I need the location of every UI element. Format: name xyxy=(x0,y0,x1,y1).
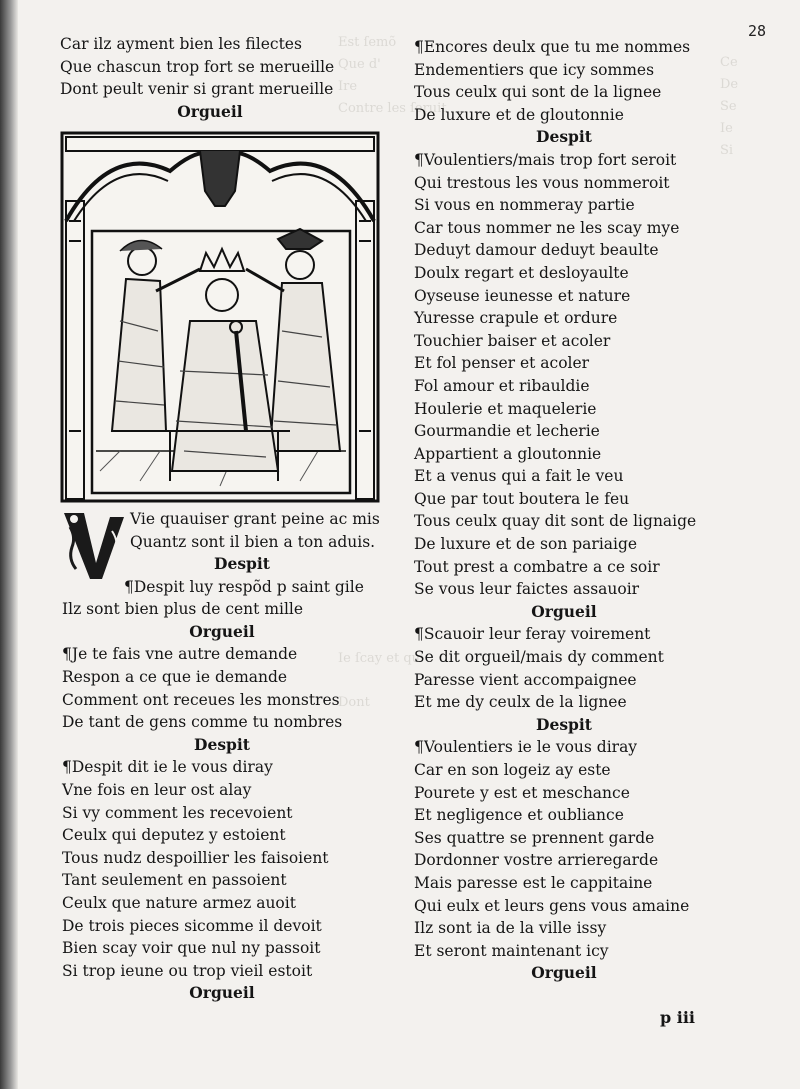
verse-line: ¶Encores deulx que tu me nommes xyxy=(414,38,691,56)
verse-line: Ilz sont ia de la ville issy xyxy=(414,919,607,938)
verse-line: Ceulx qui deputez y estoient xyxy=(62,826,286,845)
verse-line: ¶Je te fais vne autre demande xyxy=(62,645,298,664)
verse-line: Que par tout boutera le feu xyxy=(414,489,630,508)
verse-line: Bien scay voir que nul ny passoit xyxy=(62,939,321,958)
verse-line: Ceulx que nature armez auoit xyxy=(62,893,296,912)
verse-line: Dordonner vostre arrieregarde xyxy=(414,851,659,870)
verse-line: Oyseuse ieunesse et nature xyxy=(414,286,631,305)
verse-line: Doulx regart et desloyaulte xyxy=(414,263,629,282)
speaker-heading: Orgueil xyxy=(189,983,255,1003)
verse-line: Tous ceulx quay dit sont de lignaige xyxy=(414,512,697,531)
verse-line: Appartient a gloutonnie xyxy=(414,444,602,463)
verse-line: Comment ont receues les monstres xyxy=(62,690,340,709)
bleed-through-right: Ce De Se Ie Si xyxy=(720,55,739,158)
verse-line: Deduyt damour deduyt beaulte xyxy=(414,241,659,260)
verse-line: Tous ceulx qui sont de la lignee xyxy=(414,83,662,102)
verse-line: Endementiers que icy sommes xyxy=(414,60,655,79)
verse-line: Que chascun trop fort se merueille xyxy=(60,57,335,76)
speaker-heading: Orgueil xyxy=(531,601,597,621)
right-column xyxy=(414,36,714,985)
verse-line: Paresse vient accompaignee xyxy=(414,670,637,689)
verse-line: Tout prest a combatre a ce soir xyxy=(414,557,660,576)
verse-line: De trois pieces sicomme il devoit xyxy=(62,916,322,935)
verse-line: De luxure et de son pariaige xyxy=(414,535,638,554)
verse-line: Dont peult venir si grant merueille xyxy=(60,80,334,99)
verse-line: De luxure et de gloutonnie xyxy=(414,105,624,124)
bleed-through-left: Est ſemõ Que d' Ire Contre les ſeruit Ie ſcay et qu' Dont xyxy=(338,35,447,710)
verse-line: Vie quauiser grant peine ac mis xyxy=(130,510,380,528)
verse-line: Et me dy ceulx de la lignee xyxy=(414,693,627,712)
speaker-heading: Despit xyxy=(536,127,592,147)
verse-line: Respon a ce que ie demande xyxy=(62,667,288,686)
verse-line: ¶Voulentiers ie le vous diray xyxy=(414,738,638,757)
left-column-continuation xyxy=(130,508,390,553)
folio-signature: p iii xyxy=(660,1008,695,1027)
binding-shadow xyxy=(0,0,18,1089)
speaker-heading: Orgueil xyxy=(189,621,255,641)
verse-line: Quantz sont il bien a ton aduis. xyxy=(130,532,376,551)
crowning-scene-woodcut xyxy=(60,131,380,503)
speaker-heading: Orgueil xyxy=(177,101,243,121)
verse-line: Et negligence et oubliance xyxy=(414,806,624,825)
verse-line: ¶Despit luy respõd p saint gile xyxy=(124,577,364,596)
verse-line: Car tous nommer ne les scay mye xyxy=(414,218,680,237)
verse-line: Se vous leur faictes assauoir xyxy=(414,580,640,599)
verse-line: Et seront maintenant icy xyxy=(414,941,609,960)
speaker-heading: Despit xyxy=(536,714,592,734)
verse-line: Si vous en nommeray partie xyxy=(414,196,635,215)
verse-line: Touchier baiser et acoler xyxy=(414,331,611,350)
verse-line: ¶Scauoir leur feray voirement xyxy=(414,625,651,644)
verse-line: Et a venus qui a fait le veu xyxy=(414,467,624,486)
speaker-heading: Despit xyxy=(214,554,270,573)
verse-line: Se dit orgueil/mais dy comment xyxy=(414,648,664,667)
page-number: 28 xyxy=(748,22,767,40)
verse-line: Tous nudz despoillier les faisoient xyxy=(62,848,329,867)
verse-line: Houlerie et maquelerie xyxy=(414,399,597,418)
verse-line: Si trop ieune ou trop vieil estoit xyxy=(62,961,313,980)
verse-line: ¶Voulentiers/mais trop fort seroit xyxy=(414,150,677,169)
speaker-heading: Despit xyxy=(194,734,250,754)
verse-line: Tant seulement en passoient xyxy=(62,871,287,890)
verse-line: Ses quattre se prennent garde xyxy=(414,828,655,847)
verse-line: De tant de gens comme tu nombres xyxy=(62,713,343,732)
verse-line: Si vy comment les recevoient xyxy=(62,803,293,822)
verse-line: ¶Despit dit ie le vous diray xyxy=(62,758,273,777)
verse-line: Qui eulx et leurs gens vous amaine xyxy=(414,896,690,915)
verse-line: Pourete y est et meschance xyxy=(414,783,630,802)
verse-line: Gourmandie et lecherie xyxy=(414,422,600,441)
verse-line: Ilz sont bien plus de cent mille xyxy=(62,600,304,619)
left-column-dialogue xyxy=(62,553,382,1005)
verse-line: Yuresse crapule et ordure xyxy=(414,309,618,328)
verse-line: Et fol penser et acoler xyxy=(414,354,590,373)
verse-line: Fol amour et ribauldie xyxy=(414,376,590,395)
speaker-heading: Orgueil xyxy=(531,963,597,983)
verse-line: Qui trestous les vous nommeroit xyxy=(414,173,670,192)
left-column-top xyxy=(60,33,360,123)
verse-line: Mais paresse est le cappitaine xyxy=(414,873,653,892)
verse-line: Vne fois en leur ost alay xyxy=(62,780,252,799)
verse-line: Car en son logeiz ay este xyxy=(414,761,611,779)
verse-line: Car ilz ayment bien les filectes xyxy=(60,35,302,53)
